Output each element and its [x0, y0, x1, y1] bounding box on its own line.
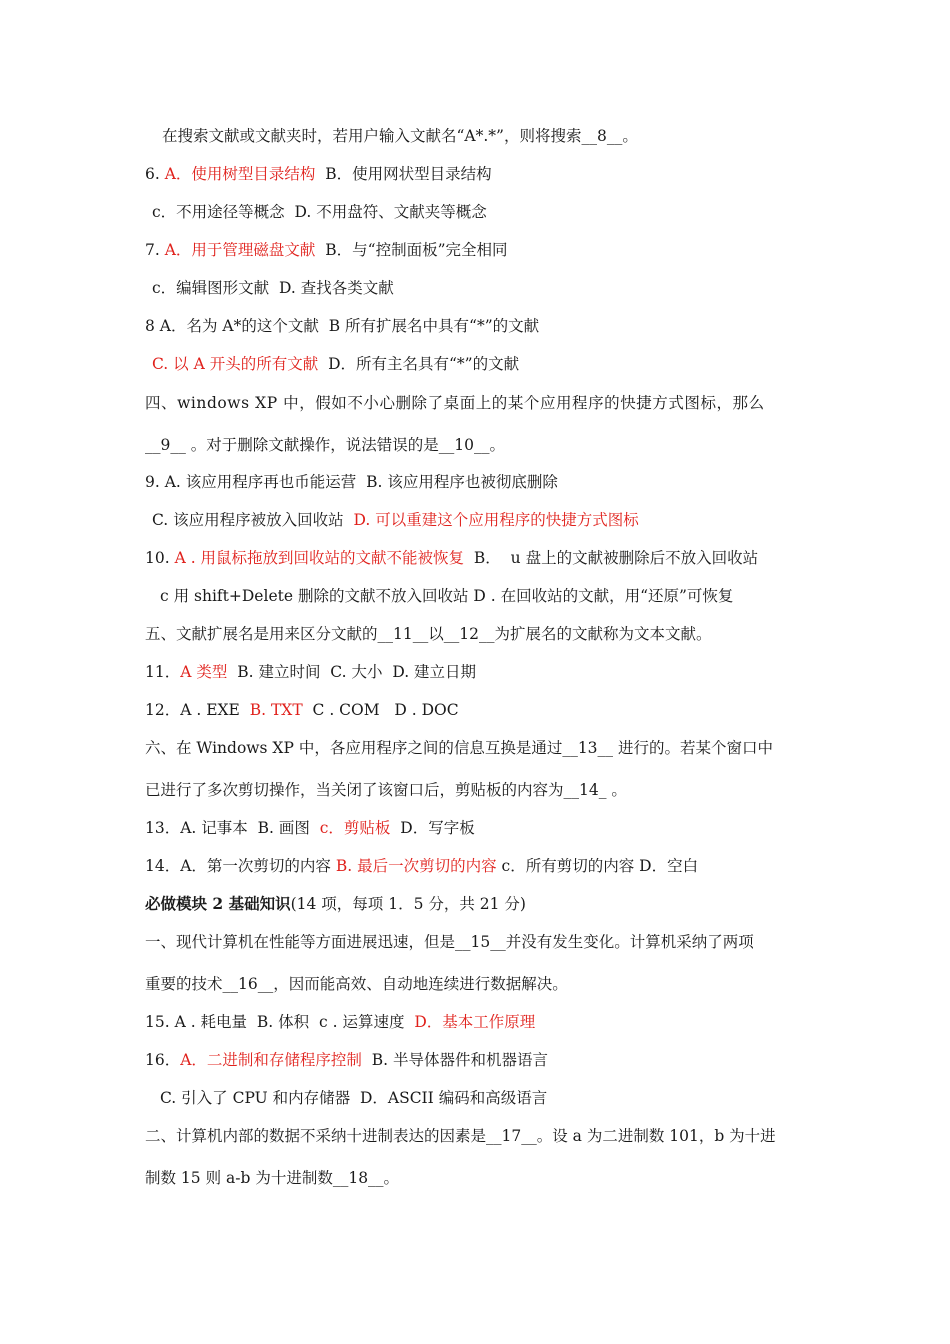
line-17: 六、在 Windows XP 中，各应用程序之间的信息互换是通过__13__ 进行的。若某个窗口中: [145, 739, 773, 757]
answer-highlight: D. 可以重建这个应用程序的快捷方式图标: [353, 511, 639, 529]
answer-highlight: c．剪贴板: [319, 819, 391, 837]
line-15: 11．A 类型 B. 建立时间 C. 大小 D. 建立日期: [145, 663, 477, 681]
line-19: 13．A. 记事本 B. 画图 c．剪贴板 D．写字板: [145, 819, 475, 837]
line-8: 四、windows XP 中，假如不小心删除了桌面上的某个应用程序的快捷方式图标，那么: [145, 394, 765, 412]
answer-highlight: A . 用鼠标拖放到回收站的文献不能被恢复: [174, 549, 465, 567]
line-7: C. 以 A 开头的所有文献 D．所有主名具有“*”的文献: [152, 355, 520, 373]
answer-highlight: A 类型: [180, 663, 228, 681]
line-23: 重要的技术__16__，因而能高效、自动地连续进行数据解决。: [145, 975, 568, 993]
answer-highlight: B. TXT: [249, 701, 303, 719]
line-9: __9__ 。对于删除文献操作，说法错误的是__10__。: [145, 436, 506, 454]
line-6: 8 A．名为 A*的这个文献 B 所有扩展名中具有“*”的文献: [145, 317, 540, 335]
line-4: 7. A．用于管理磁盘文献 B．与“控制面板”完全相同: [145, 241, 508, 259]
line-13: c 用 shift+Delete 删除的文献不放入回收站 D . 在回收站的文献，用“还原”可恢复: [160, 587, 734, 605]
line-16: 12．A . EXE B. TXT C . COM D . DOC: [145, 701, 459, 719]
line-26: C. 引入了 CPU 和内存储器 D．ASCII 编码和高级语言: [160, 1089, 548, 1107]
line-18: 已进行了多次剪切操作，当关闭了该窗口后，剪贴板的内容为__14_ 。: [145, 781, 627, 799]
line-2: 6. A．使用树型目录结构 B．使用网状型目录结构: [145, 165, 492, 183]
text: 在搜索文献或文献夹时，若用户输入文献名“A*.*”，则将搜索__8__。: [162, 127, 638, 145]
line-27: 二、计算机内部的数据不采纳十进制表达的因素是__17__。设 a 为二进制数 101，b 为十进: [145, 1127, 776, 1145]
line-24: 15. A . 耗电量 B. 体积 c . 运算速度 D．基本工作原理: [145, 1013, 536, 1031]
line-28: 制数 15 则 a-b 为十进制数__18__。: [145, 1169, 400, 1187]
answer-highlight: A．二进制和存储程序控制: [180, 1051, 362, 1069]
answer-highlight: A．用于管理磁盘文献: [164, 241, 316, 259]
answer-highlight: C. 以 A 开头的所有文献: [152, 355, 319, 373]
line-3: c．不用途径等概念 D. 不用盘符、文献夹等概念: [152, 203, 487, 221]
answer-highlight: B. 最后一次剪切的内容: [335, 857, 497, 875]
section-heading: 必做模块 2 基础知识(14 项，每项 1．5 分，共 21 分): [145, 894, 526, 913]
section-title: 必做模块 2 基础知识: [145, 894, 291, 913]
line-25: 16．A．二进制和存储程序控制 B. 半导体器件和机器语言: [145, 1051, 549, 1069]
line-1: [162, 126, 832, 146]
line-10: 9. A. 该应用程序再也币能运营 B. 该应用程序也被彻底删除: [145, 473, 558, 491]
line-22: 一、现代计算机在性能等方面进展迅速，但是__15__并没有发生变化。计算机采纳了两项: [145, 933, 754, 951]
line-14: 五、文献扩展名是用来区分文献的__11__以__12__为扩展名的文献称为文本文献。: [145, 625, 712, 643]
answer-highlight: D．基本工作原理: [414, 1013, 536, 1031]
line-5: c．编辑图形文献 D. 查找各类文献: [152, 279, 394, 297]
line-20: 14．A．第一次剪切的内容 B. 最后一次剪切的内容 c．所有剪切的内容 D．空白: [145, 857, 699, 875]
answer-highlight: A．使用树型目录结构: [164, 165, 316, 183]
line-11: C. 该应用程序被放入回收站 D. 可以重建这个应用程序的快捷方式图标: [152, 511, 639, 529]
line-12: 10. A . 用鼠标拖放到回收站的文献不能被恢复 B． u 盘上的文献被删除后不放入回收站: [145, 549, 759, 567]
